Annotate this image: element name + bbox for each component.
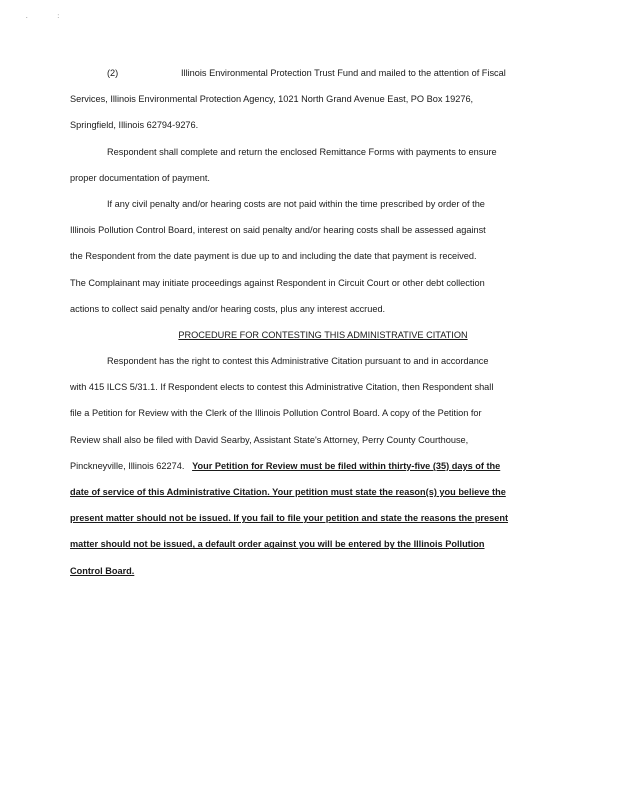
- interest-line-4: The Complainant may initiate proceedings against Respondent in Circuit Court or other debt collection: [70, 277, 485, 288]
- item-number: (2): [107, 68, 119, 78]
- document-body: [70, 60, 546, 584]
- procedure-line-3: file a Petition for Review with the Clerk of the Illinois Pollution Control Board. A copy of the Petition for: [70, 408, 482, 419]
- interest-line-3: the Respondent from the date payment is due up to and including the date that payment is received.: [70, 251, 477, 262]
- warning-line-2: date of service of this Administrative Citation. Your petition must state the reason(s) you believe the: [70, 487, 506, 497]
- interest-line-5: actions to collect said penalty and/or hearing costs, plus any interest accrued.: [70, 303, 386, 314]
- procedure-line-5: [70, 453, 546, 479]
- procedure-line-4: Review shall also be filed with David Searby, Assistant State's Attorney, Perry County Courthouse,: [70, 434, 469, 445]
- warning-line-4: matter should not be issued, a default order against you will be entered by the Illinois Pollution: [70, 539, 485, 550]
- warning-line-1: Your Petition for Review must be filed within thirty-five (35) days of the: [192, 460, 501, 471]
- procedure-address-end: Pinckneyville, Illinois 62274.: [70, 460, 185, 471]
- procedure-line-1: Respondent has the right to contest this Administrative Citation pursuant to and in accordance: [107, 356, 489, 367]
- remittance-line-2: proper documentation of payment.: [70, 172, 210, 183]
- interest-line-1: If any civil penalty and/or hearing costs are not paid within the time prescribed by order of the: [107, 198, 485, 209]
- warning-line-5-wrap: [70, 558, 546, 584]
- interest-line-2: Illinois Pollution Control Board, interest on said penalty and/or hearing costs shall be assessed against: [70, 225, 486, 236]
- item-2-line-1: (2) Illinois Environmental Protection Trust Fund and mailed to the attention of Fiscal: [70, 60, 546, 86]
- warning-line-5: Control Board.: [70, 565, 135, 576]
- item-2-line-2: Services, Illinois Environmental Protection Agency, 1021 North Grand Avenue East, PO Box 19276,: [70, 94, 474, 105]
- item-2-line-3: Springfield, Illinois 62794-9276.: [70, 120, 199, 131]
- procedure-line-2: with 415 ILCS 5/31.1. If Respondent elects to contest this Administrative Citation, then Respondent shall: [70, 382, 494, 393]
- warning-line-3: present matter should not be issued. If you fail to file your petition and state the reasons the present: [70, 513, 509, 524]
- procedure-heading: PROCEDURE FOR CONTESTING THIS ADMINISTRATIVE CITATION: [178, 329, 468, 340]
- remittance-line-1: Respondent shall complete and return the enclosed Remittance Forms with payments to ensure: [107, 146, 497, 157]
- corner-marks: . :: [26, 14, 74, 20]
